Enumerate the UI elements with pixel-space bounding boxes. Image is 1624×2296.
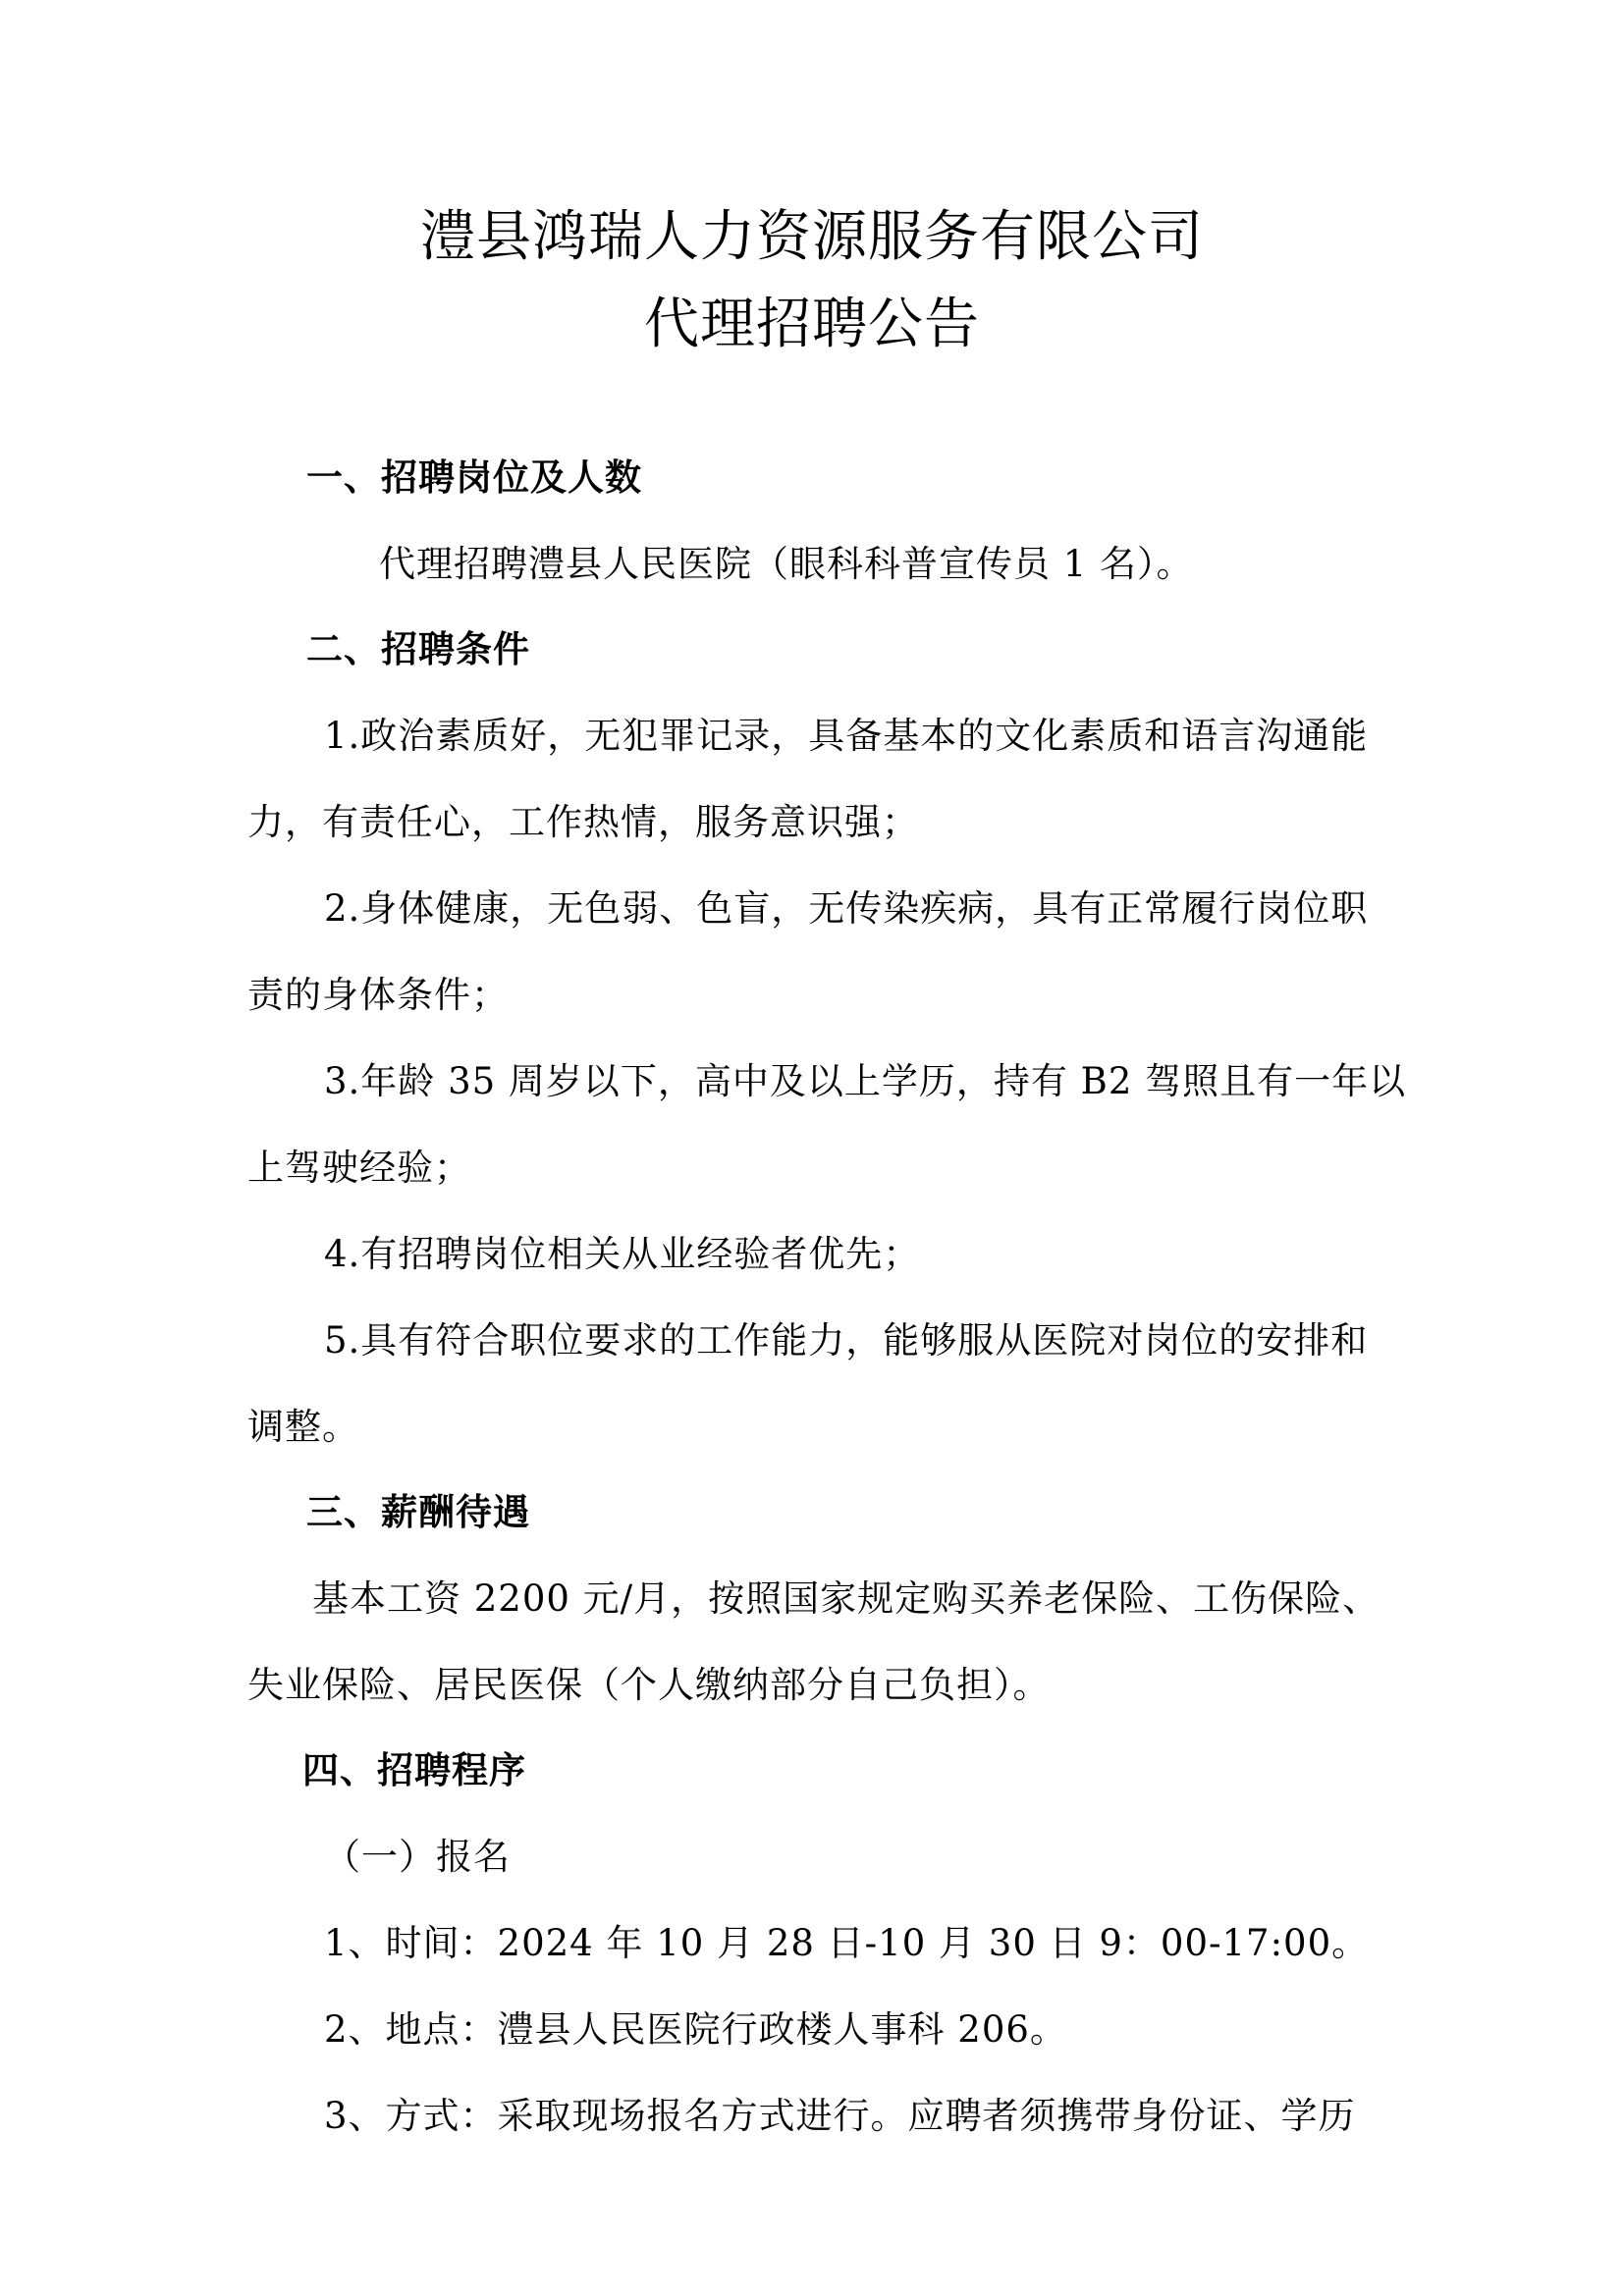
requirement-1-line-1: 1.政治素质好，无犯罪记录，具备基本的文化素质和语言沟通能 [324, 715, 1369, 757]
requirement-3-line-2: 上驾驶经验； [247, 1147, 471, 1189]
procedure-registration-heading: （一）报名 [324, 1836, 511, 1878]
registration-method: 3、方式：采取现场报名方式进行。应聘者须携带身份证、学历 [324, 2095, 1356, 2137]
section-heading-procedure: 四、招聘程序 [302, 1749, 526, 1791]
requirement-2-line-2: 责的身体条件； [247, 974, 509, 1016]
section-heading-salary: 三、薪酬待遇 [306, 1491, 530, 1533]
salary-line-2: 失业保险、居民医保（个人缴纳部分自己负担）。 [247, 1664, 1051, 1706]
document-title-company: 澧县鸿瑞人力资源服务有限公司 [420, 205, 1204, 269]
salary-line-1: 基本工资 2200 元/月，按照国家规定购买养老保险、工伤保险、 [312, 1577, 1380, 1620]
section-heading-requirements: 二、招聘条件 [306, 628, 530, 670]
document-title-notice: 代理招聘公告 [644, 293, 980, 356]
requirement-5-line-2: 调整。 [247, 1406, 359, 1448]
requirement-4: 4.有招聘岗位相关从业经验者优先； [324, 1233, 921, 1275]
requirement-5-line-1: 5.具有符合职位要求的工作能力，能够服从医院对岗位的安排和 [324, 1319, 1369, 1362]
registration-time: 1、时间：2024 年 10 月 28 日-10 月 30 日 9：00-17:00。 [324, 1922, 1370, 1964]
section-heading-positions: 一、招聘岗位及人数 [306, 456, 642, 499]
requirement-3-line-1: 3.年龄 35 周岁以下，高中及以上学历，持有 B2 驾照且有一年以 [324, 1060, 1407, 1102]
positions-text: 代理招聘澧县人民医院（眼科科普宣传员 1 名）。 [379, 543, 1194, 585]
requirement-2-line-1: 2.身体健康，无色弱、色盲，无传染疾病，具有正常履行岗位职 [324, 887, 1369, 930]
registration-place: 2、地点：澧县人民医院行政楼人事科 206。 [324, 2008, 1067, 2051]
requirement-1-line-2: 力，有责任心，工作热情，服务意识强； [247, 801, 919, 843]
